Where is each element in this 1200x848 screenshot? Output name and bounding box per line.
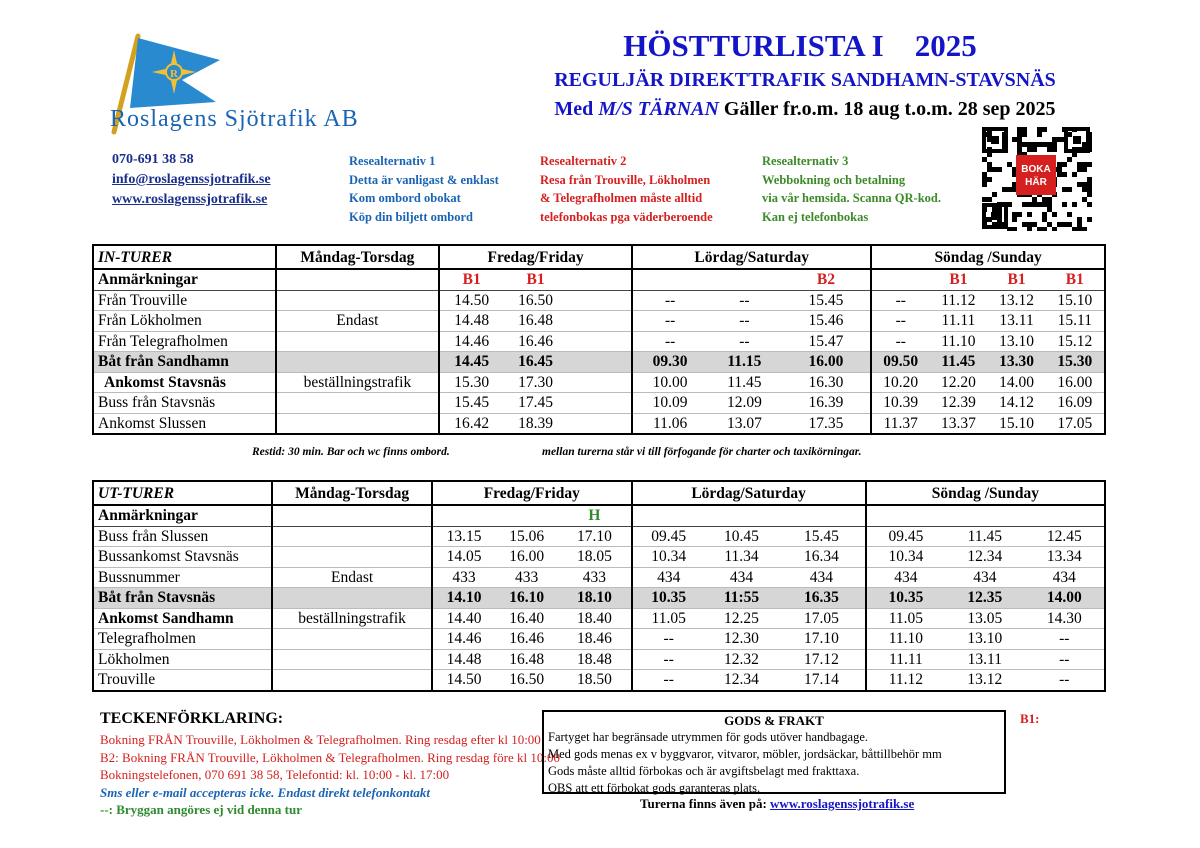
time-cell: 16.00 <box>495 547 558 568</box>
time-cell: -- <box>707 290 782 311</box>
row-label: Ankomst Slussen <box>93 413 276 434</box>
mon-thu-cell: Endast <box>272 567 432 588</box>
mon-thu-cell: Endast <box>276 311 439 332</box>
time-cell: 15.45 <box>782 290 871 311</box>
day-header: Måndag-Torsdag <box>272 481 432 505</box>
mon-thu-cell: beställningstrafik <box>276 372 439 393</box>
time-cell: 18.46 <box>558 629 631 650</box>
qr-code-booking[interactable] <box>980 125 1092 231</box>
in-trips-table <box>92 244 1106 435</box>
time-cell: 16.39 <box>782 393 871 414</box>
row-label: Båt från Sandhamn <box>93 352 276 373</box>
remark-cell: B1 <box>439 269 503 290</box>
time-cell: 11.45 <box>929 352 987 373</box>
time-cell: 13.15 <box>432 526 495 547</box>
time-cell: 11.37 <box>871 413 929 434</box>
time-cell: 17.35 <box>782 413 871 434</box>
table-row <box>93 505 1105 526</box>
time-cell: -- <box>632 670 705 691</box>
time-cell: 16.00 <box>782 352 871 373</box>
time-cell: 16.40 <box>495 608 558 629</box>
time-cell: 13.12 <box>988 290 1046 311</box>
row-label: Bussankomst Stavsnäs <box>93 547 272 568</box>
time-cell <box>568 290 632 311</box>
time-cell: 13.37 <box>929 413 987 434</box>
time-cell: 10.35 <box>866 588 945 609</box>
table-row <box>93 269 1105 290</box>
legend-sms: Sms eller e-mail accepteras icke. Endast direkt telefonkontakt <box>100 784 431 800</box>
time-cell: 14.12 <box>988 393 1046 414</box>
contact-web-link[interactable]: www.roslagenssjotrafik.se <box>112 192 268 207</box>
row-label: Ankomst Sandhamn <box>93 608 272 629</box>
mon-thu-cell <box>272 629 432 650</box>
time-cell: 12.25 <box>705 608 778 629</box>
b1-label: B1: <box>1020 711 1040 726</box>
legend-title: TECKENFÖRKLARING: <box>100 710 284 727</box>
cargo-title: GODS & FRAKT <box>724 713 824 728</box>
time-cell: 17.45 <box>503 393 567 414</box>
remark-cell <box>568 269 632 290</box>
time-cell: -- <box>632 649 705 670</box>
time-cell: 15.12 <box>1046 331 1105 352</box>
day-header: Fredag/Friday <box>432 481 632 505</box>
table-row <box>93 413 1105 434</box>
travel-alternative-2: Resealternativ 2 Resa från Trouville, Lökholmen & Telegrafholmen måste alltid telefonbokas pga väderberoende <box>540 154 713 224</box>
day-header: Söndag /Sunday <box>871 245 1105 269</box>
mon-thu-cell <box>276 413 439 434</box>
time-cell: 16.50 <box>495 670 558 691</box>
time-cell: 17.30 <box>503 372 567 393</box>
time-cell: 12.09 <box>707 393 782 414</box>
time-cell <box>568 413 632 434</box>
time-cell: 16.10 <box>495 588 558 609</box>
time-cell: 18.50 <box>558 670 631 691</box>
time-cell: 13.07 <box>707 413 782 434</box>
mon-thu-cell <box>276 331 439 352</box>
time-cell: 16.34 <box>778 547 866 568</box>
time-cell: 17.12 <box>778 649 866 670</box>
time-cell: 16.45 <box>503 352 567 373</box>
remark-cell <box>778 505 866 526</box>
mon-thu-cell <box>276 352 439 373</box>
time-cell: 10.34 <box>632 547 705 568</box>
time-cell: 14.40 <box>432 608 495 629</box>
remark-cell <box>871 269 929 290</box>
time-cell: 433 <box>495 567 558 588</box>
travel-alternative-3: Resealternativ 3 Webbokning och betalning via vår hemsida. Scanna QR-kod. Kan ej telefonbokas <box>762 154 941 224</box>
time-cell: -- <box>632 311 707 332</box>
table-row <box>93 526 1105 547</box>
time-cell: 15.46 <box>782 311 871 332</box>
time-cell: -- <box>871 290 929 311</box>
svg-text:HÄR: HÄR <box>1025 177 1047 188</box>
time-cell: 15.06 <box>495 526 558 547</box>
time-cell: 11.11 <box>929 311 987 332</box>
time-cell: 17.14 <box>778 670 866 691</box>
time-cell: 15.45 <box>778 526 866 547</box>
time-cell: 17.05 <box>1046 413 1105 434</box>
mon-thu-cell <box>272 505 432 526</box>
travel-time-note: Restid: 30 min. Bar och wc finns ombord. <box>252 446 450 458</box>
mon-thu-cell <box>276 393 439 414</box>
qr-boka-badge <box>1016 155 1056 195</box>
table-row <box>93 588 1105 609</box>
remark-cell <box>1025 505 1105 526</box>
remark-cell <box>495 505 558 526</box>
time-cell: 11.15 <box>707 352 782 373</box>
table-title: IN-TURER <box>93 245 276 269</box>
time-cell: 10.45 <box>705 526 778 547</box>
time-cell: 10.20 <box>871 372 929 393</box>
table-row <box>93 331 1105 352</box>
time-cell: 14.48 <box>439 311 503 332</box>
mon-thu-cell <box>272 649 432 670</box>
time-cell: 18.10 <box>558 588 631 609</box>
contact-phone: 070-691 38 58 <box>112 152 194 167</box>
time-cell: 11.12 <box>929 290 987 311</box>
time-cell: 14.45 <box>439 352 503 373</box>
time-cell: 18.48 <box>558 649 631 670</box>
travel-alternative-1: Resealternativ 1 Detta är vanligast & enklast Kom ombord obokat Köp din biljett ombord <box>349 154 499 224</box>
remarks-label: Anmärkningar <box>93 269 276 290</box>
time-cell: 15.30 <box>439 372 503 393</box>
table-row <box>93 290 1105 311</box>
qr-boka-label: BOKA <box>1021 164 1051 175</box>
time-cell: 11.12 <box>866 670 945 691</box>
time-cell: -- <box>632 629 705 650</box>
time-cell: 11.10 <box>929 331 987 352</box>
time-cell: 14.05 <box>432 547 495 568</box>
page-subtitle: REGULJÄR DIREKTTRAFIK SANDHAMN-STAVSNÄS <box>554 69 1056 91</box>
time-cell: 11.34 <box>705 547 778 568</box>
remark-cell <box>945 505 1024 526</box>
time-cell: 12.39 <box>929 393 987 414</box>
time-cell: 10.39 <box>871 393 929 414</box>
time-cell: 17.10 <box>558 526 631 547</box>
time-cell: -- <box>1025 649 1105 670</box>
time-cell: 11.05 <box>866 608 945 629</box>
table-row <box>93 372 1105 393</box>
time-cell: 13.12 <box>945 670 1024 691</box>
time-cell: 12.32 <box>705 649 778 670</box>
time-cell: 10.00 <box>632 372 707 393</box>
time-cell: 11:55 <box>705 588 778 609</box>
cargo-line: Med gods menas ex v byggvaror, vitvaror, möbler, jordsäckar, båttillbehör mm <box>548 747 942 761</box>
time-cell: 434 <box>945 567 1024 588</box>
time-cell: 434 <box>632 567 705 588</box>
row-label: Trouville <box>93 670 272 691</box>
mon-thu-cell <box>276 269 439 290</box>
time-cell: 433 <box>558 567 631 588</box>
time-cell: 13.34 <box>1025 547 1105 568</box>
time-cell: -- <box>1025 670 1105 691</box>
mon-thu-cell <box>276 290 439 311</box>
cargo-box <box>542 710 1006 794</box>
time-cell: 12.35 <box>945 588 1024 609</box>
remark-cell <box>866 505 945 526</box>
mon-thu-cell <box>272 670 432 691</box>
table-row <box>93 670 1105 691</box>
time-cell: 11.05 <box>632 608 705 629</box>
cargo-line: Fartyget har begränsade utrymmen för gods utöver handbagage. <box>548 730 869 744</box>
cargo-line: OBS att ett förbokat gods garanteras plats. <box>548 781 761 795</box>
time-cell: 14.50 <box>439 290 503 311</box>
mon-thu-cell <box>272 547 432 568</box>
remark-cell: B1 <box>503 269 567 290</box>
time-cell: 14.30 <box>1025 608 1105 629</box>
row-label: Buss från Slussen <box>93 526 272 547</box>
table-row <box>93 352 1105 373</box>
table-row <box>93 311 1105 332</box>
remark-cell: B1 <box>1046 269 1105 290</box>
time-cell: -- <box>707 311 782 332</box>
time-cell: -- <box>871 331 929 352</box>
row-label: Från Trouville <box>93 290 276 311</box>
time-cell: 15.10 <box>1046 290 1105 311</box>
time-cell: -- <box>632 331 707 352</box>
cargo-line: Gods måste alltid förbokas och är avgiftsbelagt med frakttaxa. <box>548 764 860 778</box>
remark-cell <box>632 505 705 526</box>
time-cell <box>568 331 632 352</box>
time-cell: 10.09 <box>632 393 707 414</box>
charter-note: mellan turerna står vi till förfogande för charter och taxikörningar. <box>542 446 862 458</box>
time-cell <box>568 393 632 414</box>
time-cell: -- <box>707 331 782 352</box>
time-cell: 433 <box>432 567 495 588</box>
footer: Turerna finns även på: www.roslagenssjotrafik.se <box>640 796 915 811</box>
remark-cell <box>705 505 778 526</box>
time-cell: 15.47 <box>782 331 871 352</box>
remark-cell <box>432 505 495 526</box>
table-row <box>93 567 1105 588</box>
row-label: Lökholmen <box>93 649 272 670</box>
time-cell: 14.46 <box>439 331 503 352</box>
time-cell: 16.42 <box>439 413 503 434</box>
svg-text:R: R <box>170 68 178 80</box>
legend <box>100 731 560 819</box>
time-cell: 18.40 <box>558 608 631 629</box>
time-cell: 10.34 <box>866 547 945 568</box>
time-cell: -- <box>1025 629 1105 650</box>
time-cell: 16.00 <box>1046 372 1105 393</box>
time-cell <box>568 311 632 332</box>
row-label: Ankomst Stavsnäs <box>93 372 276 393</box>
time-cell: -- <box>632 290 707 311</box>
time-cell: 12.20 <box>929 372 987 393</box>
time-cell: 12.30 <box>705 629 778 650</box>
time-cell: 17.10 <box>778 629 866 650</box>
time-cell: 12.34 <box>705 670 778 691</box>
time-cell <box>568 352 632 373</box>
time-cell: 18.39 <box>503 413 567 434</box>
time-cell: 13.05 <box>945 608 1024 629</box>
mon-thu-cell <box>272 526 432 547</box>
time-cell: 13.10 <box>988 331 1046 352</box>
legend-phone: Bokningstelefonen, 070 691 38 58, Telefontid: kl. 10:00 - kl. 17:00 <box>100 767 450 782</box>
row-label: Båt från Stavsnäs <box>93 588 272 609</box>
remarks-label: Anmärkningar <box>93 505 272 526</box>
remark-cell: B2 <box>782 269 871 290</box>
contact-email-link[interactable]: info@roslagenssjotrafik.se <box>112 172 271 187</box>
time-cell: 434 <box>866 567 945 588</box>
time-cell: 15.30 <box>1046 352 1105 373</box>
table-row <box>93 393 1105 414</box>
day-header: Lördag/Saturday <box>632 245 871 269</box>
time-cell: 14.46 <box>432 629 495 650</box>
legend-dash: --: Bryggan angöres ej vid denna tur <box>100 802 302 817</box>
time-cell: -- <box>871 311 929 332</box>
time-cell: 14.00 <box>988 372 1046 393</box>
time-cell: 13.30 <box>988 352 1046 373</box>
time-cell: 11.45 <box>707 372 782 393</box>
ship-name: M/S TÄRNAN <box>598 98 719 120</box>
remark-cell: B1 <box>988 269 1046 290</box>
table-row <box>93 649 1105 670</box>
time-cell: 15.45 <box>439 393 503 414</box>
time-cell: 13.10 <box>945 629 1024 650</box>
day-header: Lördag/Saturday <box>632 481 866 505</box>
remark-cell <box>632 269 707 290</box>
time-cell: 434 <box>705 567 778 588</box>
remark-cell: B1 <box>929 269 987 290</box>
time-cell: 14.48 <box>432 649 495 670</box>
time-cell: 11.10 <box>866 629 945 650</box>
time-cell: 16.46 <box>495 629 558 650</box>
time-cell: 11.11 <box>866 649 945 670</box>
time-cell: 17.05 <box>778 608 866 629</box>
time-cell: 11.45 <box>945 526 1024 547</box>
time-cell <box>568 372 632 393</box>
row-label: Buss från Stavsnäs <box>93 393 276 414</box>
time-cell: 14.50 <box>432 670 495 691</box>
time-cell: 09.30 <box>632 352 707 373</box>
out-trips-table <box>92 480 1106 692</box>
footer-web-link[interactable]: www.roslagenssjotrafik.se <box>770 796 915 811</box>
time-cell: 11.06 <box>632 413 707 434</box>
day-header: Fredag/Friday <box>439 245 632 269</box>
time-cell: 434 <box>778 567 866 588</box>
time-cell: 16.09 <box>1046 393 1105 414</box>
time-cell: 09.45 <box>866 526 945 547</box>
time-cell: 15.10 <box>988 413 1046 434</box>
day-header: Måndag-Torsdag <box>276 245 439 269</box>
validity-line: Med M/S TÄRNAN Gäller fr.o.m. 18 aug t.o.m. 28 sep 2025 <box>554 98 1056 120</box>
day-header: Söndag /Sunday <box>866 481 1105 505</box>
company-name: Roslagens Sjötrafik AB <box>110 106 359 132</box>
page-title: HÖSTTURLISTA I 2025 <box>623 28 977 63</box>
time-cell: 10.35 <box>632 588 705 609</box>
time-cell: 12.45 <box>1025 526 1105 547</box>
time-cell: 16.30 <box>782 372 871 393</box>
table-row <box>93 608 1105 629</box>
remark-cell: H <box>558 505 631 526</box>
contact-block <box>112 150 271 210</box>
time-cell: 16.48 <box>495 649 558 670</box>
table-title: UT-TURER <box>93 481 272 505</box>
row-label: Från Telegrafholmen <box>93 331 276 352</box>
time-cell: 18.05 <box>558 547 631 568</box>
time-cell: 16.48 <box>503 311 567 332</box>
row-label: Telegrafholmen <box>93 629 272 650</box>
row-label: Bussnummer <box>93 567 272 588</box>
legend-b2: B2: Bokning FRÅN Trouville, Lökholmen & Telegrafholmen. Ring resdag före kl 10:00 <box>100 749 560 765</box>
table-row <box>93 629 1105 650</box>
table-row <box>93 547 1105 568</box>
time-cell: 09.45 <box>632 526 705 547</box>
time-cell: 09.50 <box>871 352 929 373</box>
legend-b1: Bokning FRÅN Trouville, Lökholmen & Telegrafholmen. Ring resdag efter kl 10:00 <box>100 732 541 747</box>
mon-thu-cell: beställningstrafik <box>272 608 432 629</box>
time-cell: 13.11 <box>988 311 1046 332</box>
time-cell: 16.46 <box>503 331 567 352</box>
time-cell: 14.00 <box>1025 588 1105 609</box>
time-cell: 434 <box>1025 567 1105 588</box>
time-cell: 15.11 <box>1046 311 1105 332</box>
row-label: Från Lökholmen <box>93 311 276 332</box>
mon-thu-cell <box>272 588 432 609</box>
remark-cell <box>707 269 782 290</box>
time-cell: 12.34 <box>945 547 1024 568</box>
time-cell: 14.10 <box>432 588 495 609</box>
time-cell: 16.50 <box>503 290 567 311</box>
time-cell: 16.35 <box>778 588 866 609</box>
time-cell: 13.11 <box>945 649 1024 670</box>
